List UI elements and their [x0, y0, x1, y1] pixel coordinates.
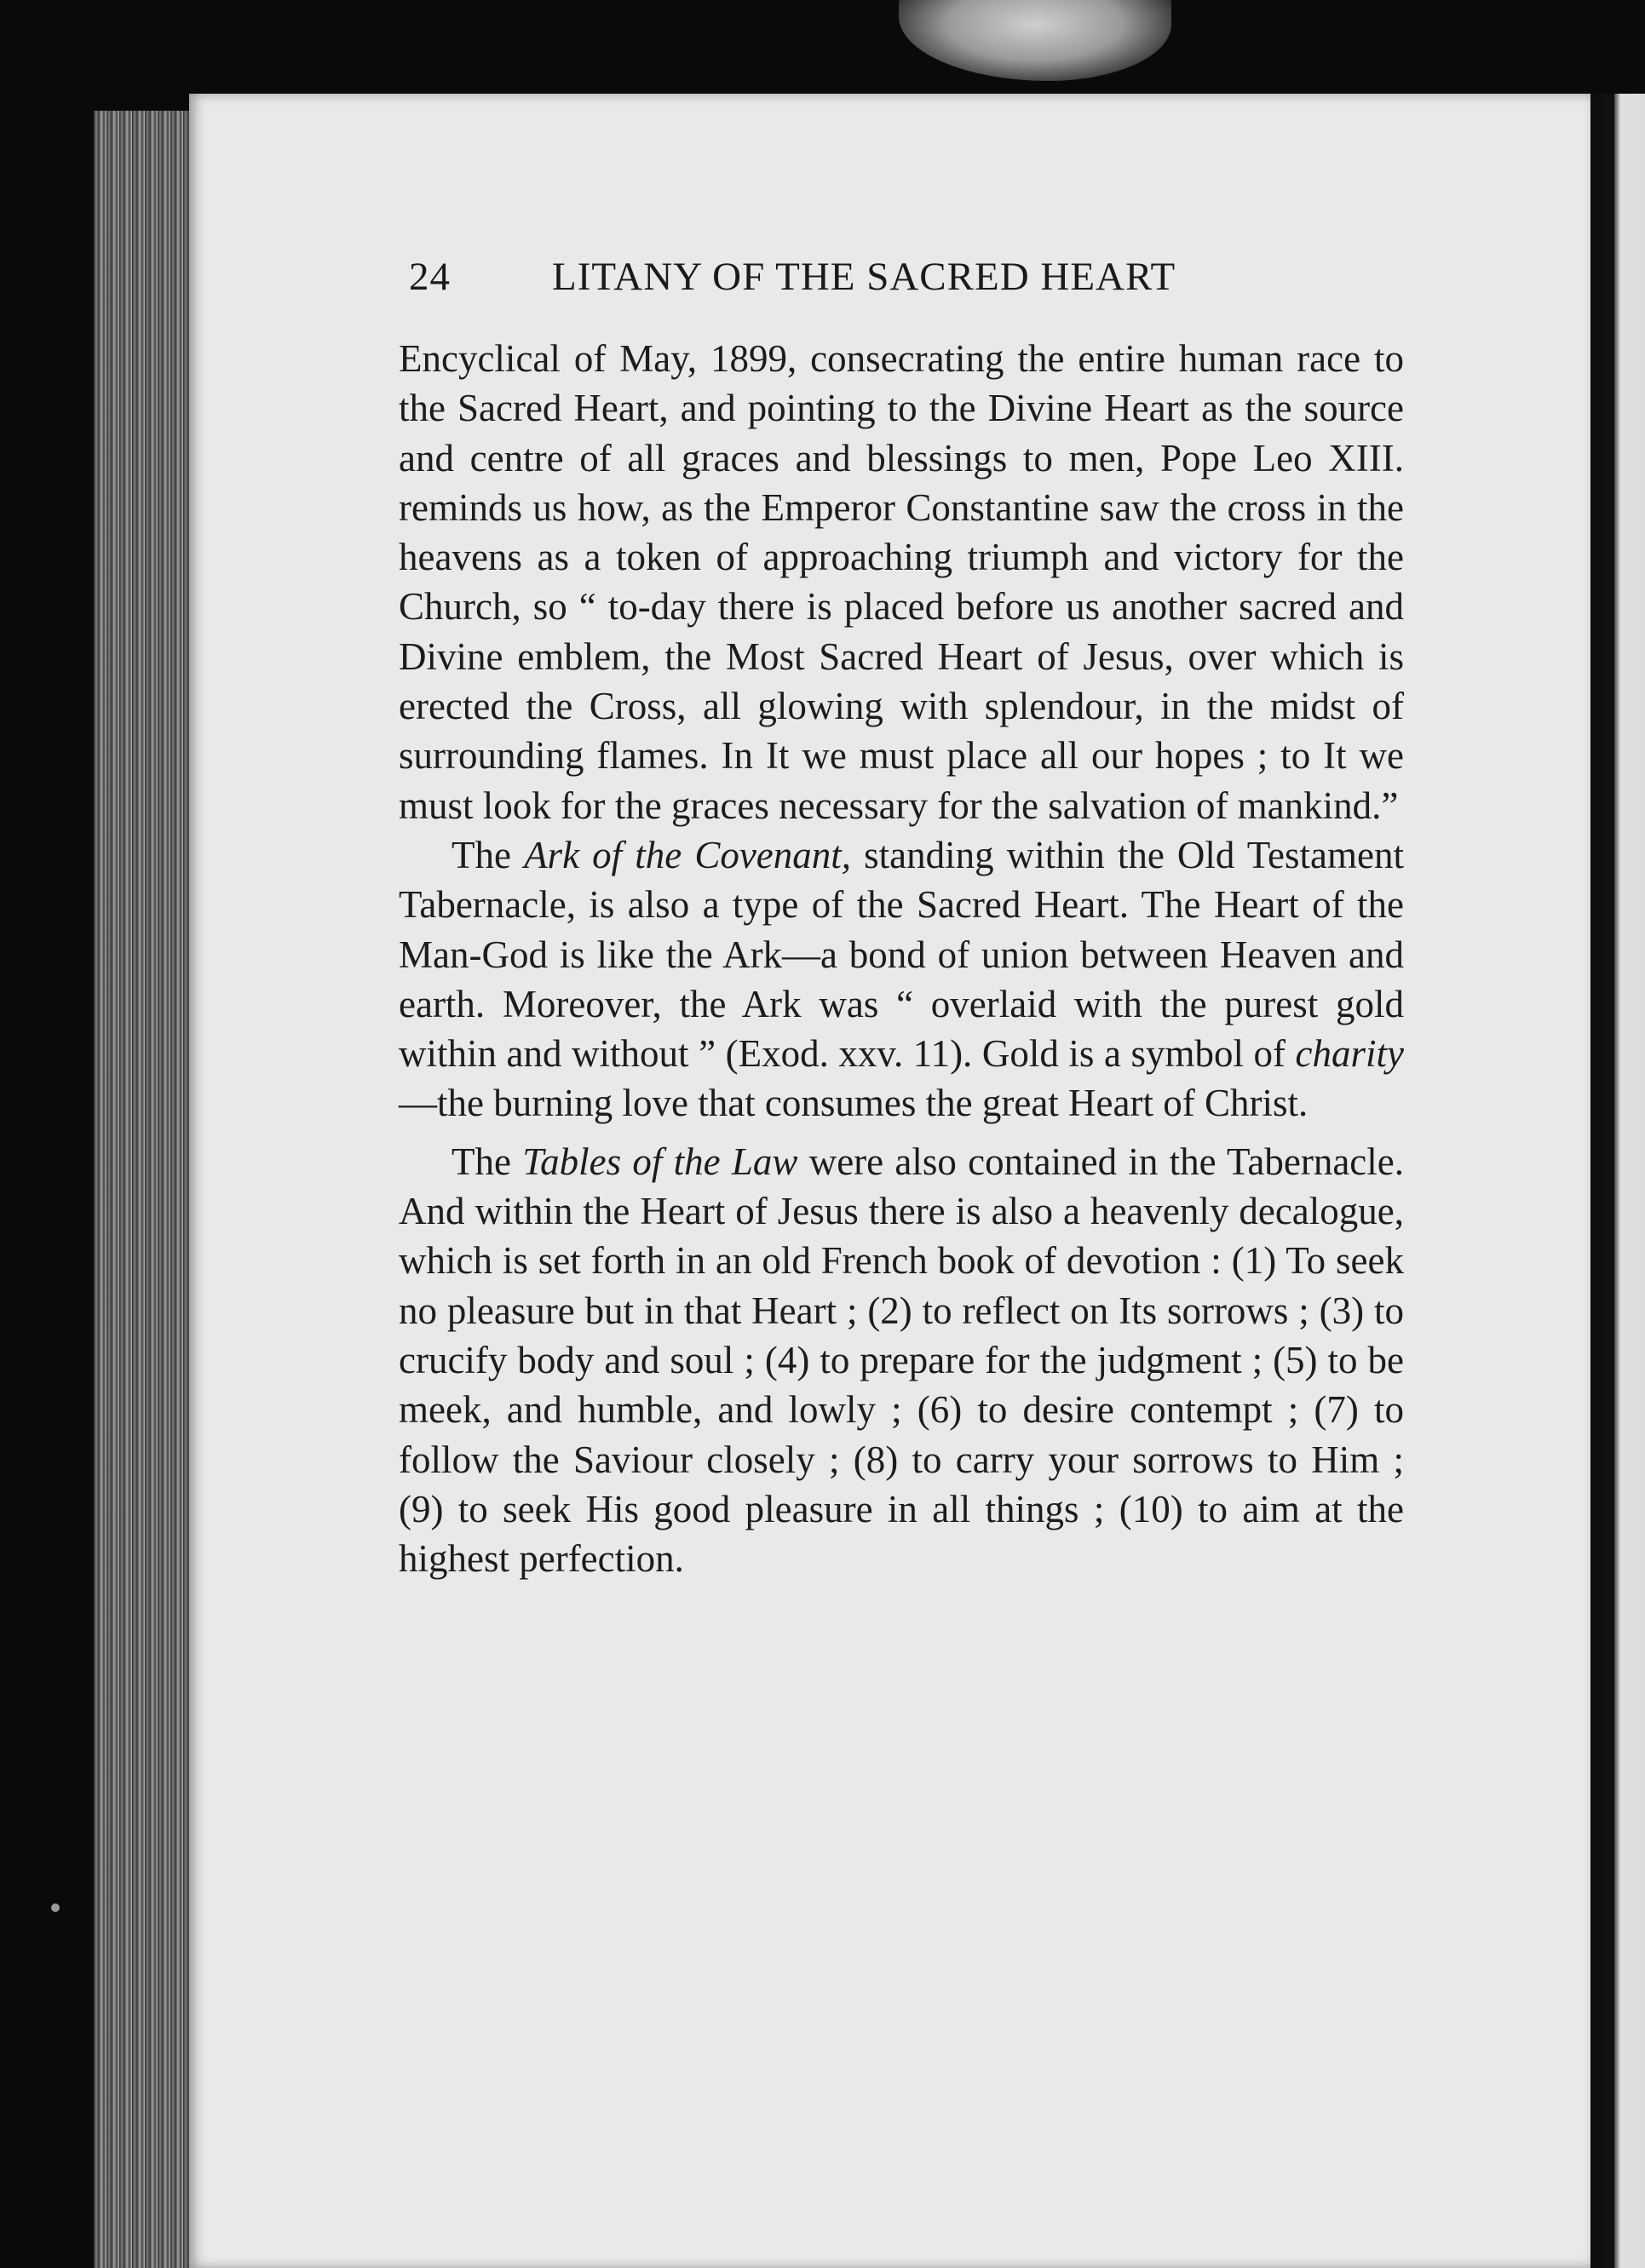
paragraph-continuation [399, 334, 1404, 830]
text-run: The [452, 1140, 523, 1183]
page-edges [94, 111, 196, 2268]
torn-paper-fragment [899, 0, 1171, 81]
running-head [409, 254, 1414, 313]
italic-phrase: Ark of the Covenant, [524, 833, 852, 876]
dust-speck [51, 1903, 60, 1912]
running-head-title: LITANY OF THE SACRED HEART [552, 255, 1176, 299]
paragraph-tables-of-law [399, 1137, 1404, 1584]
italic-phrase: charity [1295, 1032, 1404, 1076]
book-binding-edge [1590, 94, 1645, 2268]
text-run: —the burning love that consumes the great Heart of Christ. [399, 1082, 1309, 1125]
text-run: were also contained in the Tabernacle. And within the Heart of Jesus there is also a heavenly decalogue, which is set forth in an old French book of devotion : (1) To seek no pleasure but in that Heart ; (2) to reflect on Its sorrows ; (3) to crucify body and soul ; (4) to prepare for the judgment ; (5) to be meek, and humble, and lowly ; (6) to desire contempt ; (7) to follow the Saviour closely ; (8) to carry your sorrows to Him ; (9) to seek His good pleasure in all things ; (10) to aim at the highest perfection. [399, 1140, 1404, 1581]
italic-phrase: Tables of the Law [522, 1140, 798, 1183]
text-run: Encyclical of May, 1899, consecrating the entire human race to the Sacred Heart, and pointing to the Divine Heart as the source and centre of all graces and blessings to men, Pope Leo XIII. reminds us how, as the Emperor Constantine saw the cross in the heavens as a token of approaching triumph and victory for the Church, so “ to-day there is placed before us another sacred and Divine emblem, the Most Sacred Heart of Jesus, over which is erected the Cross, all glowing with splendour, in the midst of surrounding flames. In It we must place all our hopes ; to It we must look for the graces necessary for the salvation of mankind.” [399, 337, 1404, 827]
text-run: standing within the Old Testament Tabernacle, is also a type of the Sacred Heart. The Heart of the Man-God is like the Ark—a bond of union between Heaven and earth. Moreover, the Ark was “ overlaid with the purest gold within and without ” (Exod. xxv. 11). Gold is a symbol of [399, 833, 1404, 1076]
text-run: The [452, 833, 525, 876]
body-text [399, 334, 1404, 1583]
paragraph-ark-of-covenant [399, 830, 1404, 1128]
page-number: 24 [409, 255, 451, 299]
